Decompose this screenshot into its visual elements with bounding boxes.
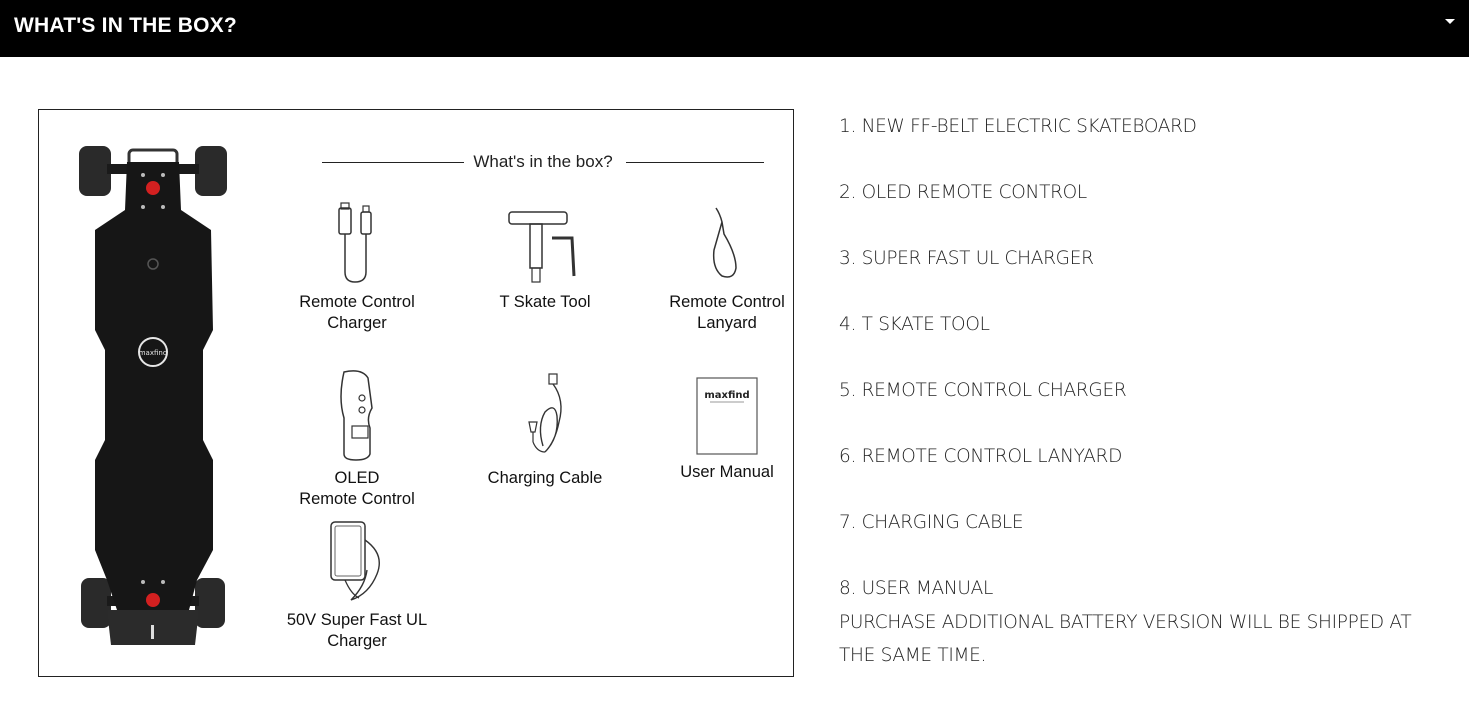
item-label: OLED Remote Control [299, 469, 415, 508]
shipping-note: PURCHASE ADDITIONAL BATTERY VERSION WILL BE SHIPPED AT THE SAME TIME. [839, 612, 1412, 666]
item-label: Remote Control Lanyard [669, 293, 785, 332]
item-label: T Skate Tool [499, 293, 591, 311]
box-title-row [322, 151, 764, 175]
list-item: 8. USER MANUAL [839, 578, 993, 599]
chevron-down-icon[interactable] [1443, 14, 1457, 28]
item-t-skate-tool [460, 202, 630, 313]
usb-cable-icon [327, 202, 387, 286]
list-item: 4. T SKATE TOOL [839, 314, 990, 335]
item-label: 50V Super Fast UL Charger [286, 611, 428, 650]
list-item: 2. OLED REMOTE CONTROL [839, 182, 1087, 203]
item-label: Charging Cable [487, 469, 603, 487]
board-logo-text: maxfind [138, 349, 168, 357]
item-label: User Manual [680, 463, 774, 481]
list-item: 6. REMOTE CONTROL LANYARD [839, 446, 1123, 467]
section-title: WHAT'S IN THE BOX? [14, 14, 237, 37]
item-charging-cable [460, 372, 630, 489]
divider [626, 162, 764, 163]
manual-icon [696, 376, 758, 456]
manual-brand: maxfind [704, 390, 750, 401]
item-label: Remote Control Charger [299, 293, 415, 332]
item-remote-control-charger [272, 202, 442, 334]
lanyard-icon [702, 202, 752, 286]
charger-icon [325, 520, 389, 604]
skateboard-image [77, 140, 237, 655]
list-item: 1. NEW FF-BELT ELECTRIC SKATEBOARD [839, 116, 1197, 137]
list-item: 7. CHARGING CABLE [839, 512, 1024, 533]
list-item: 3. SUPER FAST UL CHARGER [839, 248, 1094, 269]
accordion-header[interactable] [0, 0, 1469, 57]
item-50v-charger [272, 520, 442, 652]
in-the-box-image [38, 109, 794, 677]
item-remote-control-lanyard [642, 202, 812, 334]
remote-icon [332, 368, 382, 462]
t-tool-icon [500, 202, 590, 286]
box-title: What's in the box? [473, 152, 613, 171]
item-oled-remote-control [272, 368, 442, 510]
item-user-manual [642, 376, 812, 483]
list-item: 5. REMOTE CONTROL CHARGER [839, 380, 1127, 401]
power-cable-icon [515, 372, 575, 462]
